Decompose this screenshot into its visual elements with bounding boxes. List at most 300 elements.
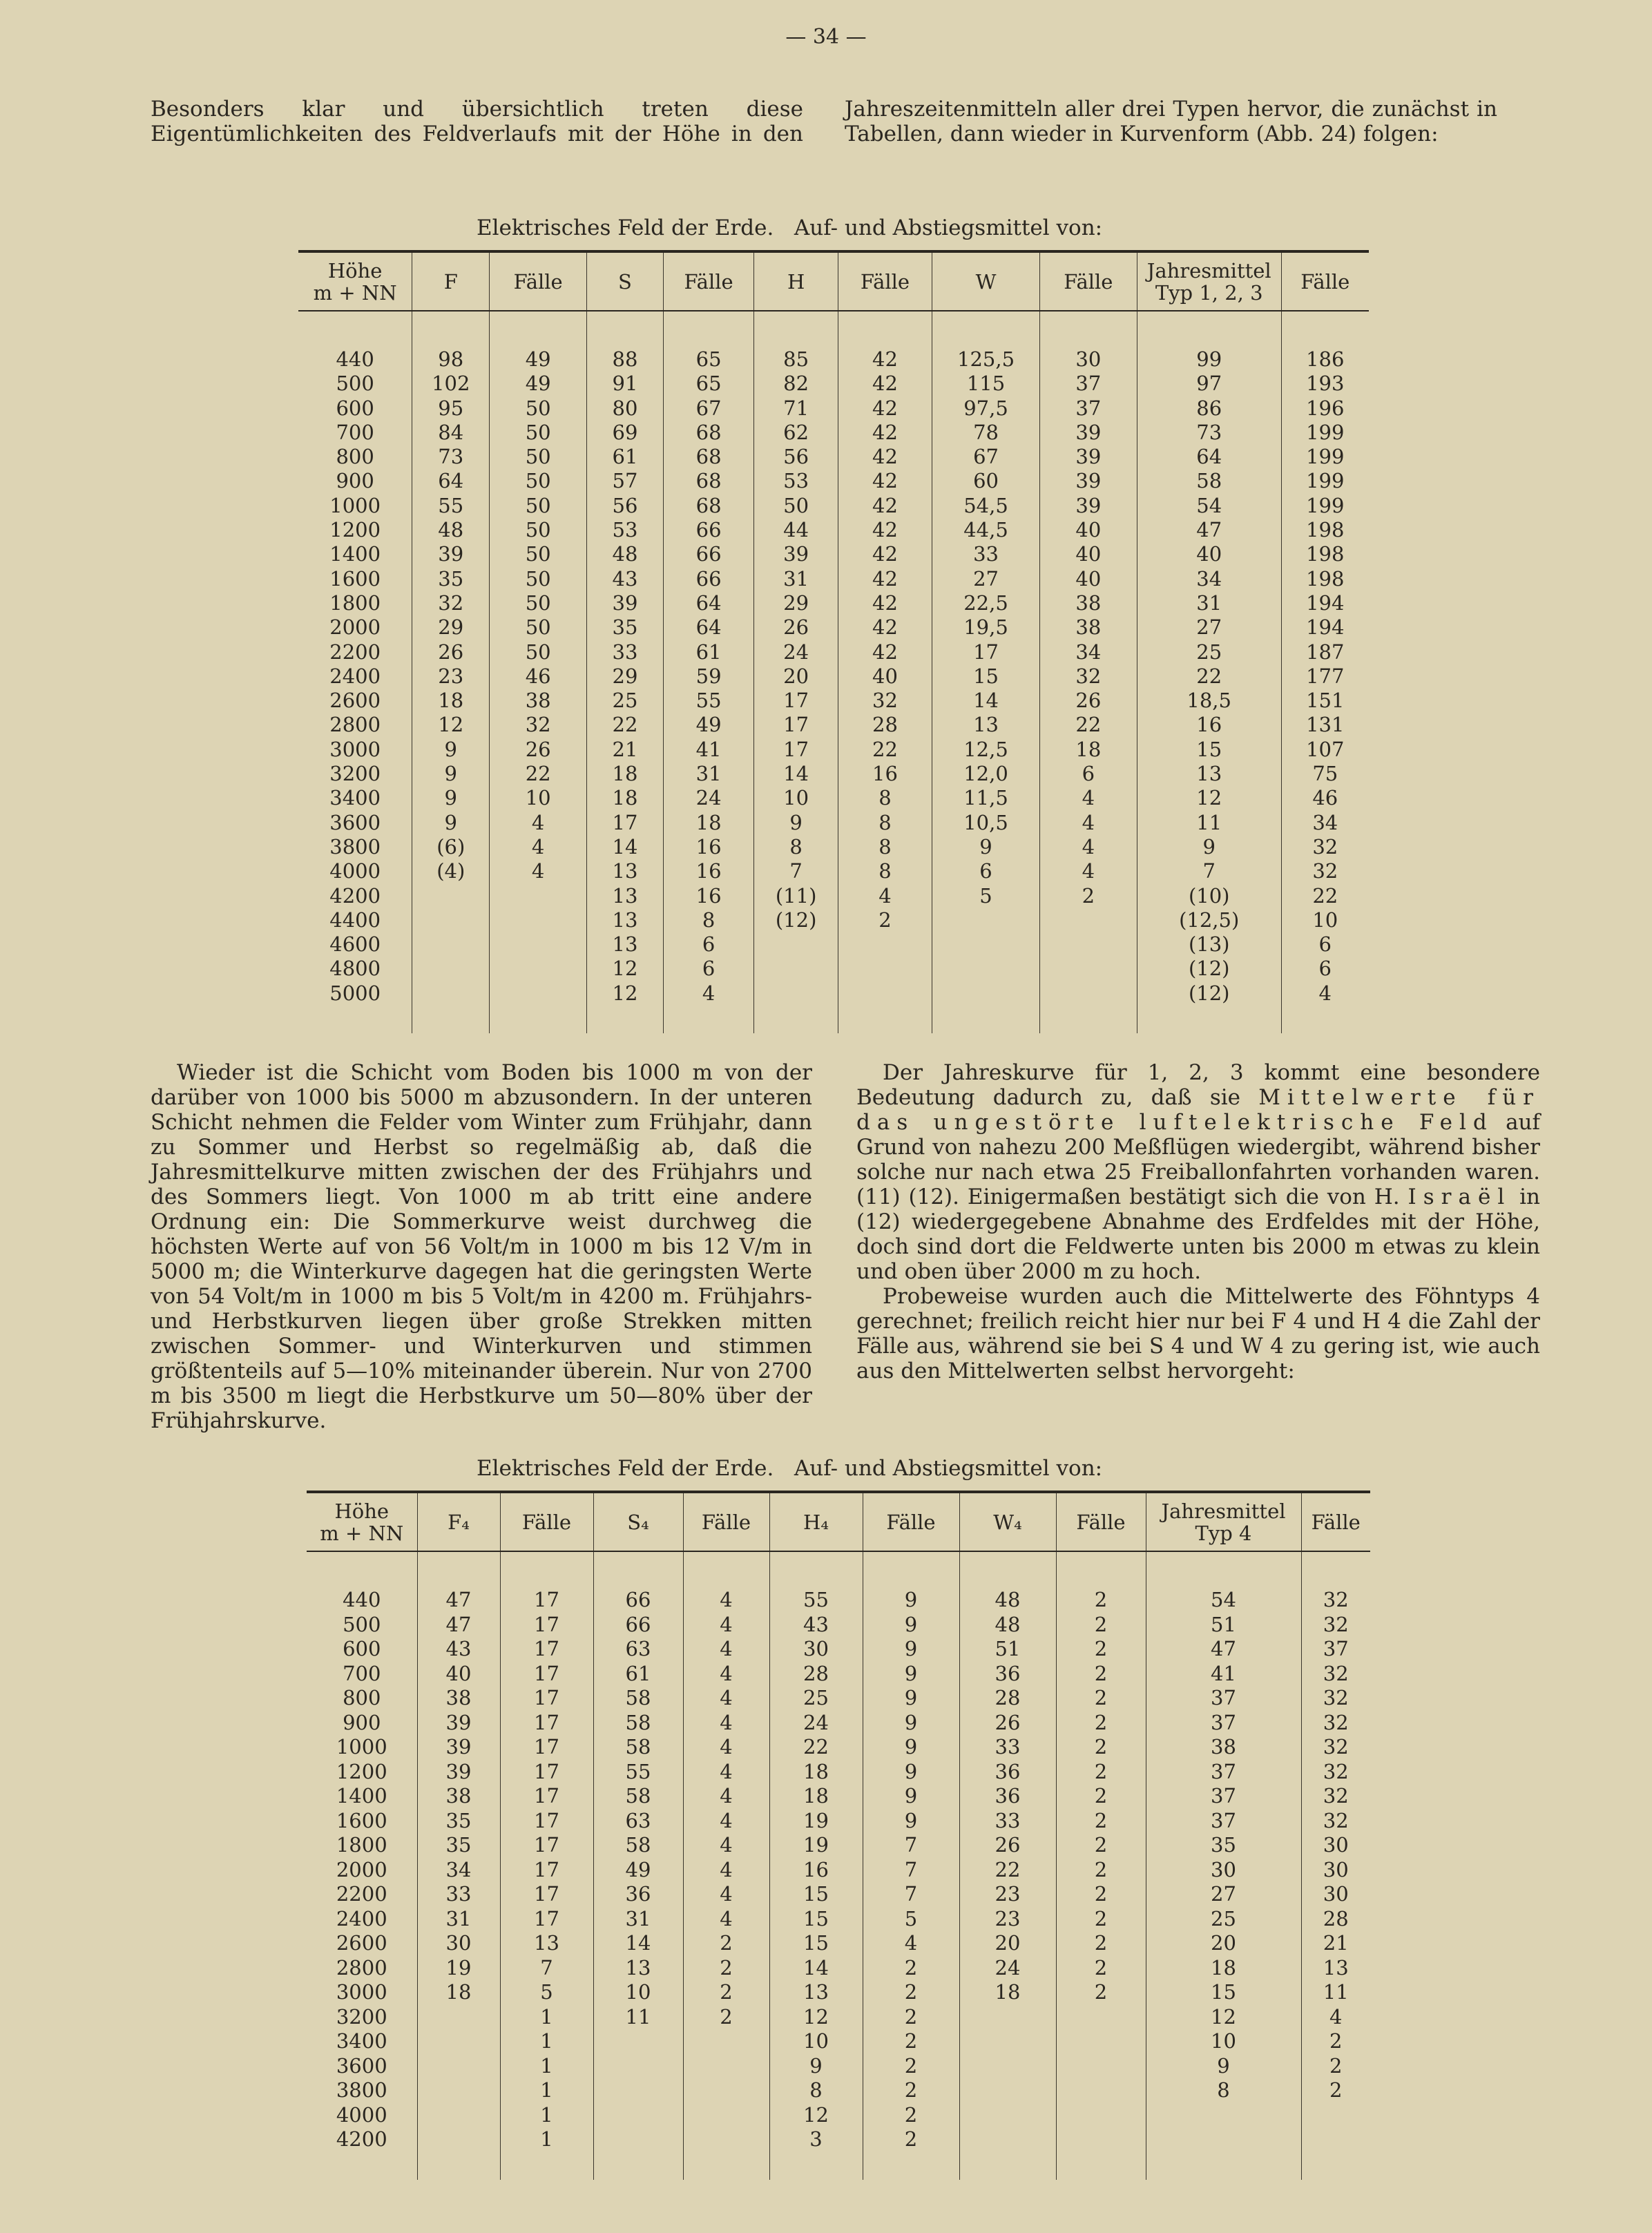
table-cell: 2: [1056, 1686, 1146, 1711]
table-cell: 1000: [329, 493, 381, 517]
table-cell: 500: [336, 372, 374, 396]
table-cell: 48: [587, 542, 664, 566]
table-cell: [412, 981, 490, 1006]
table-cell: 47: [417, 1588, 500, 1613]
table1-header-0: [298, 251, 412, 311]
table1-header-6: [838, 251, 932, 311]
table-cell: 3400: [329, 786, 381, 810]
table2-header-10-line1: Fälle: [1311, 1510, 1361, 1534]
table-cell: [754, 981, 838, 1006]
table-cell: 22: [587, 713, 664, 737]
table-cell: 102: [412, 372, 490, 396]
table-cell: 6: [663, 957, 754, 981]
table2-header-2: [500, 1492, 593, 1551]
table1-header-4: [663, 251, 754, 311]
table-cell: 78: [932, 421, 1040, 445]
table-cell: [490, 908, 587, 932]
table-cell: [417, 2078, 500, 2103]
table-cell: 1600: [336, 1808, 387, 1832]
right-column-paragraph-1: [856, 1060, 1540, 1284]
table-cell: 58: [593, 1686, 683, 1711]
table-cell: 18: [587, 786, 664, 810]
table-row: [307, 2054, 1370, 2079]
table-cell: 8: [838, 859, 932, 883]
table-cell: 10: [1281, 908, 1369, 932]
table-cell: 68: [663, 421, 754, 445]
table-cell: 47: [1146, 1637, 1301, 1662]
table-cell: 65: [663, 347, 754, 372]
table-cell: 2: [1056, 1662, 1146, 1687]
table-cell: 42: [838, 372, 932, 396]
table-cell: 13: [500, 1931, 593, 1956]
table1-header-1-line1: F: [443, 269, 458, 294]
table-row: [298, 713, 1369, 737]
table-cell: 85: [754, 347, 838, 372]
table2-header-3-line1: S₄: [627, 1510, 649, 1534]
table-cell: 68: [663, 445, 754, 469]
table-cell: 38: [1039, 615, 1137, 640]
table-cell: [838, 932, 932, 957]
table-row: [307, 1931, 1370, 1956]
table-cell: 2: [863, 2078, 959, 2103]
table-cell: 50: [490, 567, 587, 591]
table-cell: 800: [336, 445, 374, 469]
table-cell: 9: [863, 1784, 959, 1809]
table-cell: 27: [1146, 1882, 1301, 1907]
table1: [298, 250, 1369, 1033]
p1-before: Der Jahreskurve für 1, 2, 3 kommt eine besondere Bedeutung dadurch zu, daß sie: [856, 1060, 1540, 1110]
table-cell: 43: [417, 1637, 500, 1662]
table-cell: 9: [863, 1711, 959, 1736]
table-cell: 31: [1137, 591, 1281, 615]
table-cell: 42: [838, 494, 932, 518]
table-cell: 194: [1281, 615, 1369, 640]
table-cell: 35: [417, 1833, 500, 1858]
table-cell: 48: [412, 518, 490, 542]
table2-header-10: [1301, 1492, 1370, 1551]
table2-header-0-line1: Höhe: [334, 1499, 390, 1523]
table-cell: 99: [1137, 347, 1281, 372]
table-cell: 19,5: [932, 615, 1040, 640]
table-cell: 440: [343, 1588, 381, 1611]
table-cell: 4: [1039, 786, 1137, 810]
table-row: [298, 786, 1369, 810]
table-cell: 32: [1301, 1735, 1370, 1760]
table-cell: 26: [1039, 689, 1137, 713]
table-cell: 40: [417, 1662, 500, 1687]
table-cell: 36: [959, 1662, 1056, 1687]
table-cell: 2600: [329, 689, 381, 713]
table-cell: 8: [769, 2078, 863, 2103]
table-cell: 14: [769, 1956, 863, 1981]
table-cell: 20: [1146, 1931, 1301, 1956]
table-cell: 84: [412, 421, 490, 445]
table2-header-3: [593, 1492, 683, 1551]
table-cell: 2: [1056, 1882, 1146, 1907]
table-cell: 187: [1281, 640, 1369, 664]
table-cell: 22: [1039, 713, 1137, 737]
table1-header-4-line1: Fälle: [684, 269, 733, 294]
table-row: [298, 347, 1369, 372]
table-cell: [1301, 2127, 1370, 2152]
table-cell: 9: [412, 738, 490, 762]
table2: [307, 1491, 1370, 2180]
table-cell: 63: [593, 1809, 683, 1834]
table1-header-8: [1039, 251, 1137, 311]
p1-name: Israël: [1408, 1185, 1512, 1209]
table-cell: 25: [587, 689, 664, 713]
table-cell: 9: [863, 1588, 959, 1613]
table-cell: 4: [683, 1588, 769, 1613]
table-cell: 13: [1137, 762, 1281, 786]
table-cell: 17: [500, 1588, 593, 1613]
table-cell: 24: [959, 1956, 1056, 1981]
table-row: [298, 884, 1369, 908]
table-cell: 39: [1039, 469, 1137, 493]
table-cell: [417, 2005, 500, 2030]
table-cell: 2: [863, 1956, 959, 1981]
table-cell: 30: [1301, 1882, 1370, 1907]
table-cell: 58: [593, 1711, 683, 1736]
table-cell: 57: [587, 469, 664, 493]
table-cell: (12): [1137, 981, 1281, 1006]
table-cell: [932, 957, 1040, 981]
table1-header-9-line1: Jahresmittel: [1146, 258, 1271, 282]
table-cell: 24: [754, 640, 838, 664]
table-cell: 1: [500, 2054, 593, 2079]
p1-after: auf Grund von nahezu 200 Meßflügen wiedergibt, während bisher solche nur nach etwa 25 Freiballonfahrten vorhanden waren. (11) (12). Einigermaßen bestätigt sich die von H.: [856, 1110, 1540, 1209]
table-cell: 2800: [336, 1955, 387, 1980]
table-cell: 500: [343, 1612, 381, 1636]
table-cell: 10: [1146, 2029, 1301, 2054]
table2-header-4: [683, 1492, 769, 1551]
table-cell: 35: [417, 1809, 500, 1834]
table-cell: 9: [1137, 835, 1281, 859]
table-cell: 9: [1146, 2054, 1301, 2079]
table-cell: 8: [838, 835, 932, 859]
table-cell: 40: [1137, 542, 1281, 566]
table-cell: 50: [490, 591, 587, 615]
table-cell: 11,5: [932, 786, 1040, 810]
table-cell: 31: [663, 762, 754, 786]
table-cell: 17: [754, 689, 838, 713]
table-cell: [1039, 908, 1137, 932]
table2-header-1: [417, 1492, 500, 1551]
table-cell: 9: [412, 762, 490, 786]
table-cell: 18: [412, 689, 490, 713]
table-cell: 30: [1301, 1858, 1370, 1883]
table-cell: 9: [863, 1686, 959, 1711]
table-cell: [490, 932, 587, 957]
table-cell: 20: [959, 1931, 1056, 1956]
table-row: [307, 1907, 1370, 1932]
table-cell: 61: [587, 445, 664, 469]
table-cell: 10: [490, 786, 587, 810]
table-cell: 54: [1137, 494, 1281, 518]
table-cell: 4: [683, 1784, 769, 1809]
table-cell: 17: [754, 738, 838, 762]
table-cell: 9: [863, 1662, 959, 1687]
table-cell: 2: [1056, 1956, 1146, 1981]
table-cell: 37: [1146, 1760, 1301, 1785]
table1-header-0-line2: m + NN: [313, 280, 397, 305]
table-cell: [490, 981, 587, 1006]
table-cell: 39: [417, 1711, 500, 1736]
table-cell: 4: [838, 884, 932, 908]
table-cell: 125,5: [932, 347, 1040, 372]
table-cell: 25: [1146, 1907, 1301, 1932]
table-cell: [593, 2054, 683, 2079]
table-cell: 66: [663, 542, 754, 566]
table-cell: 61: [663, 640, 754, 664]
table-cell: [932, 981, 1040, 1006]
table-cell: 22: [959, 1858, 1056, 1883]
table-cell: 2: [1301, 2054, 1370, 2079]
table-cell: 2200: [336, 1882, 387, 1906]
table-cell: 13: [1301, 1956, 1370, 1981]
table-cell: 2: [1056, 1907, 1146, 1932]
table-cell: 13: [932, 713, 1040, 737]
table-cell: 1600: [329, 566, 381, 591]
table-cell: 3000: [336, 1980, 387, 2004]
table-cell: 7: [863, 1858, 959, 1883]
table-cell: 440: [336, 347, 374, 371]
table-cell: 4400: [329, 908, 381, 932]
table-cell: 199: [1281, 469, 1369, 493]
table-cell: 14: [932, 689, 1040, 713]
table-cell: 1800: [336, 1833, 387, 1857]
table-cell: 3800: [329, 834, 381, 859]
table-cell: 12: [587, 981, 664, 1006]
table-cell: [490, 884, 587, 908]
table-cell: 9: [863, 1809, 959, 1834]
table-cell: 4: [683, 1882, 769, 1907]
table-cell: [417, 2127, 500, 2152]
table-cell: [1056, 2103, 1146, 2128]
table-cell: 198: [1281, 518, 1369, 542]
table-cell: [593, 2078, 683, 2103]
table-cell: 27: [932, 567, 1040, 591]
table-cell: 68: [663, 494, 754, 518]
table-cell: 199: [1281, 445, 1369, 469]
table-cell: 17: [587, 811, 664, 835]
table-row: [307, 2127, 1370, 2152]
table-cell: 35: [412, 567, 490, 591]
table-row: [307, 1809, 1370, 1834]
table-cell: 9: [863, 1613, 959, 1638]
table-row: [298, 689, 1369, 713]
table-cell: 17: [500, 1784, 593, 1809]
table-cell: 6: [663, 932, 754, 957]
table-cell: 24: [769, 1711, 863, 1736]
table-cell: 23: [959, 1907, 1056, 1932]
table-cell: [417, 2029, 500, 2054]
table2-header-9-line1: Jahresmittel: [1161, 1499, 1286, 1523]
table-cell: 20: [754, 664, 838, 689]
table-cell: 68: [663, 469, 754, 493]
table-cell: 1400: [336, 1784, 387, 1808]
table-cell: 8: [663, 908, 754, 932]
table-cell: 32: [1301, 1809, 1370, 1834]
table-cell: 32: [1301, 1588, 1370, 1613]
table-cell: 4600: [329, 932, 381, 957]
table-cell: 38: [1039, 591, 1137, 615]
table-cell: 7: [863, 1833, 959, 1858]
table-cell: 9: [863, 1735, 959, 1760]
table1-header-10: [1281, 251, 1369, 311]
table-row: [298, 518, 1369, 542]
table-cell: 14: [587, 835, 664, 859]
table-cell: [683, 2054, 769, 2079]
table1-header-9-line2: Typ 1, 2, 3: [1155, 280, 1263, 305]
table-cell: 151: [1281, 689, 1369, 713]
table-cell: 3200: [336, 2004, 387, 2029]
table-cell: 1200: [336, 1759, 387, 1783]
table-cell: 1800: [329, 591, 381, 615]
table-cell: 17: [500, 1858, 593, 1883]
table-cell: 9: [754, 811, 838, 835]
table-cell: [959, 2078, 1056, 2103]
table2-header-0-line2: m + NN: [320, 1521, 404, 1545]
table-cell: 131: [1281, 713, 1369, 737]
table-cell: [932, 932, 1040, 957]
table-cell: 32: [1281, 835, 1369, 859]
table-cell: 18: [1039, 738, 1137, 762]
table-cell: 30: [1301, 1833, 1370, 1858]
table-cell: 16: [663, 835, 754, 859]
table-cell: 186: [1281, 347, 1369, 372]
table-cell: 43: [587, 567, 664, 591]
table-row: [307, 1833, 1370, 1858]
table1-header-6-line1: Fälle: [860, 269, 910, 294]
table-cell: 3600: [336, 2053, 387, 2078]
table-cell: [417, 2054, 500, 2079]
table-cell: 2400: [329, 664, 381, 688]
table-cell: 40: [1039, 518, 1137, 542]
table-cell: 39: [417, 1735, 500, 1760]
table-cell: [412, 884, 490, 908]
table-cell: 17: [500, 1833, 593, 1858]
table-cell: 15: [769, 1907, 863, 1932]
table-cell: 22: [838, 738, 932, 762]
table-cell: 8: [838, 811, 932, 835]
table-cell: 1000: [336, 1735, 387, 1758]
table-cell: 91: [587, 372, 664, 396]
table-cell: 15: [1137, 738, 1281, 762]
table2-caption: [477, 1456, 1102, 1481]
table-cell: 18: [1146, 1956, 1301, 1981]
table-row: [307, 1637, 1370, 1662]
table-cell: 14: [754, 762, 838, 786]
table-cell: 2: [1056, 1588, 1146, 1613]
table-cell: 75: [1281, 762, 1369, 786]
table-cell: 7: [500, 1956, 593, 1981]
table-cell: 1200: [329, 518, 381, 542]
table-cell: 42: [838, 591, 932, 615]
table-cell: 15: [769, 1931, 863, 1956]
table-cell: 33: [587, 640, 664, 664]
table-row: [307, 1686, 1370, 1711]
table-cell: [754, 932, 838, 957]
table-cell: 9: [769, 2054, 863, 2079]
table-cell: 37: [1146, 1784, 1301, 1809]
table-cell: [683, 2127, 769, 2152]
table-cell: 18: [959, 1980, 1056, 2005]
table-cell: [959, 2127, 1056, 2152]
table-cell: 29: [412, 615, 490, 640]
table-cell: 13: [593, 1956, 683, 1981]
table2-header-5: [769, 1492, 863, 1551]
table-cell: [1056, 2029, 1146, 2054]
p1-spaced: Mittelwerte für das ungestörte luftelektrische Feld: [856, 1085, 1541, 1135]
table-cell: 26: [754, 615, 838, 640]
table-cell: 12: [587, 957, 664, 981]
table-cell: 2000: [336, 1857, 387, 1881]
table-cell: 4: [683, 1833, 769, 1858]
table-cell: 2: [863, 2005, 959, 2030]
table-cell: 3000: [329, 737, 381, 761]
table-cell: 58: [1137, 469, 1281, 493]
table-cell: 2: [1039, 884, 1137, 908]
table-cell: 9: [412, 811, 490, 835]
table-cell: 64: [663, 615, 754, 640]
table-cell: 17: [500, 1662, 593, 1687]
table-cell: 10,5: [932, 811, 1040, 835]
table-cell: 50: [490, 469, 587, 493]
table-cell: 60: [932, 469, 1040, 493]
table-cell: 5: [932, 884, 1040, 908]
table-cell: 34: [1137, 567, 1281, 591]
table-cell: (12): [754, 908, 838, 932]
table-cell: 50: [490, 396, 587, 421]
table-cell: 29: [754, 591, 838, 615]
table-cell: 32: [1039, 664, 1137, 689]
table-cell: 4: [683, 1662, 769, 1687]
table-cell: 1400: [329, 542, 381, 566]
table-cell: (11): [754, 884, 838, 908]
table-cell: 193: [1281, 372, 1369, 396]
right-column-text: [856, 1060, 1540, 1383]
table-cell: 36: [593, 1882, 683, 1907]
table-cell: 38: [490, 689, 587, 713]
table-cell: 107: [1281, 738, 1369, 762]
table-row: [298, 445, 1369, 469]
table-cell: 17: [500, 1686, 593, 1711]
table-cell: 66: [663, 518, 754, 542]
table-cell: 2: [1056, 1980, 1146, 2005]
table-cell: 6: [1281, 932, 1369, 957]
table-cell: 50: [490, 494, 587, 518]
table-row: [307, 1882, 1370, 1907]
table-cell: 73: [1137, 421, 1281, 445]
table-cell: 7: [863, 1882, 959, 1907]
table-cell: 2: [1056, 1858, 1146, 1883]
table-row: [298, 859, 1369, 883]
table-cell: 28: [1301, 1907, 1370, 1932]
table-row: [307, 1588, 1370, 1613]
table-cell: 198: [1281, 567, 1369, 591]
table1-header-3-line1: S: [618, 269, 632, 294]
table-cell: 25: [769, 1686, 863, 1711]
table-row: [298, 615, 1369, 640]
table-cell: [1301, 2103, 1370, 2128]
table-cell: 17: [500, 1711, 593, 1736]
table-cell: 4: [490, 811, 587, 835]
table-cell: 97: [1137, 372, 1281, 396]
table1-header-1: [412, 251, 490, 311]
table-row: [307, 1613, 1370, 1638]
table-row: [298, 372, 1369, 396]
